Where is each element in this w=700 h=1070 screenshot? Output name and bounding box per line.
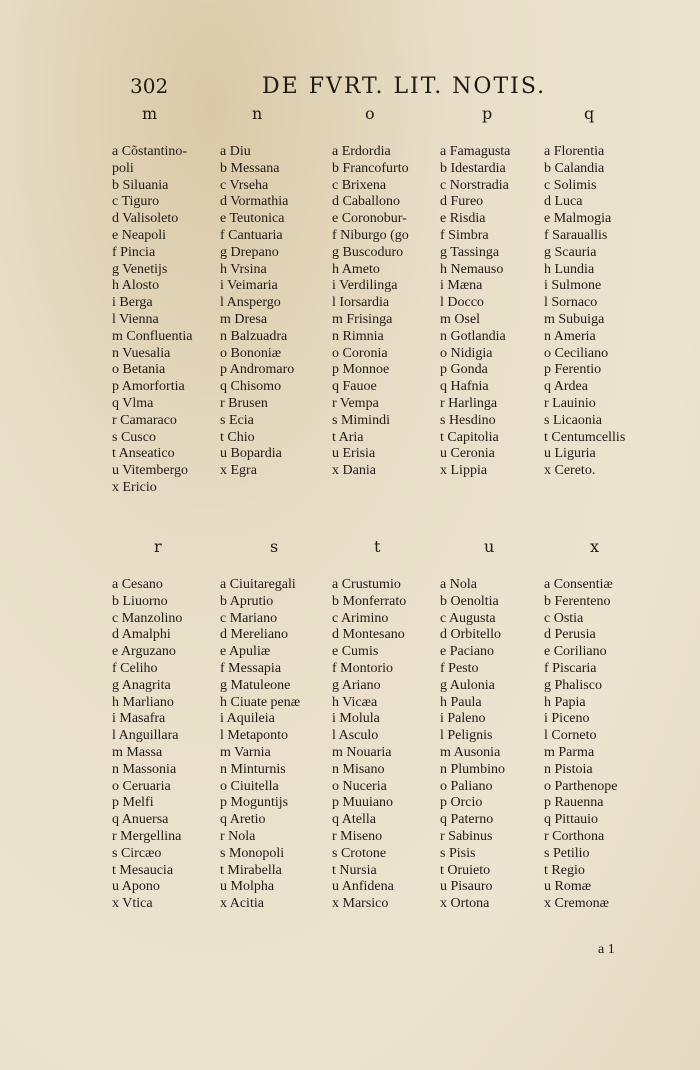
place-entry: m Nouaria <box>332 744 392 760</box>
place-entry: h Ameto <box>332 261 380 277</box>
place-entry: m Osel <box>440 311 481 327</box>
place-entry: e Apuliæ <box>220 644 271 660</box>
place-entry: p Rauenna <box>544 795 604 811</box>
letter-heading: p <box>482 104 493 123</box>
place-entry: u Romæ <box>544 879 592 895</box>
place-entry: p Andromaro <box>220 362 295 378</box>
place-entry: o Paliano <box>440 778 493 794</box>
place-entry: g Tassinga <box>440 244 500 260</box>
place-entry: e Coriliano <box>544 644 607 660</box>
place-entry: o Ciuitella <box>220 778 279 794</box>
place-entry: a Ciuitaregali <box>220 577 296 592</box>
place-entry: g Venetijs <box>112 261 168 277</box>
place-entry: i Masafra <box>112 711 166 727</box>
place-entry: t Oruieto <box>440 862 491 878</box>
place-entry: o Coronia <box>332 345 388 361</box>
place-entry: t Capitolia <box>440 429 499 445</box>
place-entry: c Arimino <box>332 610 389 626</box>
place-entry: p Melfi <box>112 795 154 811</box>
place-entry: s Mimindi <box>332 412 390 428</box>
place-column <box>220 144 332 480</box>
place-entry: q Chisomo <box>220 379 282 395</box>
page-number: 302 <box>130 74 169 98</box>
place-entry: f Celiho <box>112 660 158 676</box>
place-column <box>332 577 444 913</box>
place-entry: t Regio <box>544 862 585 878</box>
place-entry: e Risdia <box>440 211 486 227</box>
place-entry: u Anfidena <box>332 879 394 895</box>
place-entry: l Pelignis <box>440 728 493 744</box>
place-entry: t Centumcellis <box>544 429 626 445</box>
place-entry: i Sulmone <box>544 278 602 294</box>
place-entry: p Ferentio <box>544 362 602 378</box>
place-entry: i Piceno <box>544 711 590 727</box>
letter-heading: s <box>270 537 279 556</box>
place-entry: r Corthona <box>544 828 605 844</box>
place-entry: x Ericio <box>112 479 157 495</box>
place-entry: s Pisis <box>440 845 476 861</box>
place-entry: g Phalisco <box>544 677 602 693</box>
place-entry: g Ariano <box>332 677 381 693</box>
place-entry: s Licaonia <box>544 412 602 428</box>
letter-heading-row <box>112 537 652 567</box>
place-entry: f Piscaria <box>544 660 597 676</box>
place-entry: t Anseatico <box>112 446 175 462</box>
place-entry: f Montorio <box>332 660 394 676</box>
letter-heading: r <box>154 537 162 556</box>
place-entry: o Nuceria <box>332 778 387 794</box>
place-entry: i Mæna <box>440 278 483 294</box>
place-entry: u Molpha <box>220 879 275 895</box>
place-entry: o Betania <box>112 362 166 378</box>
place-entry: p Moguntijs <box>220 795 289 811</box>
top-table <box>112 104 652 495</box>
place-entry: i Aquileia <box>220 711 275 727</box>
place-entry: t Aria <box>332 429 364 445</box>
place-entry: b Siluania <box>112 177 169 193</box>
place-entry: c Brixena <box>332 177 387 193</box>
place-entry: o Ceciliano <box>544 345 609 361</box>
place-entry: u Bopardia <box>220 446 282 462</box>
place-entry: e Neapoli <box>112 227 167 243</box>
place-entry: u Ceronia <box>440 446 495 462</box>
place-entry: l Metaponto <box>220 728 289 744</box>
place-entry: b Aprutio <box>220 593 274 609</box>
place-entry: l Vienna <box>112 311 159 327</box>
place-entry: q Atella <box>332 812 376 828</box>
place-entry: f Cantuaria <box>220 227 283 243</box>
place-entry: h Papia <box>544 694 586 710</box>
place-entry: g Buscoduro <box>332 244 404 260</box>
place-entry: r Harlinga <box>440 395 498 411</box>
place-entry: a Famagusta <box>440 144 511 159</box>
running-header <box>130 74 570 104</box>
place-entry: i Berga <box>112 295 153 311</box>
place-entry: c Tiguro <box>112 194 160 210</box>
place-entry: l Corneto <box>544 728 597 744</box>
place-entry: q Fauoe <box>332 379 377 395</box>
place-entry: x Ortona <box>440 896 490 912</box>
place-entry: d Valisoleto <box>112 211 179 227</box>
place-entry: o Bononiæ <box>220 345 282 361</box>
place-entry: s Cusco <box>112 429 156 445</box>
place-entry: s Petilio <box>544 845 590 861</box>
place-entry: h Marliano <box>112 694 174 710</box>
place-entry: r Sabinus <box>440 828 493 844</box>
bottom-table <box>112 537 652 912</box>
place-entry: poli <box>112 160 134 176</box>
place-entry: a Crustumio <box>332 577 401 592</box>
place-entry: f Messapia <box>220 660 282 676</box>
place-entry: e Malmogia <box>544 211 612 227</box>
place-entry: s Monopoli <box>220 845 285 861</box>
place-entry: m Parma <box>544 744 595 760</box>
place-entry: c Vrseha <box>220 177 269 193</box>
place-entry: h Nemauso <box>440 261 504 277</box>
place-entry: e Cumis <box>332 644 379 660</box>
place-entry: e Arguzano <box>112 644 176 660</box>
place-entry: a Cesano <box>112 577 163 592</box>
place-entry: d Fureo <box>440 194 484 210</box>
place-entry: a Florentia <box>544 144 605 159</box>
place-entry: d Montesano <box>332 627 405 643</box>
place-entry: b Oenoltia <box>440 593 499 609</box>
place-entry: f Niburgo (go <box>332 227 409 243</box>
letter-heading: o <box>365 104 375 123</box>
place-entry: n Gotlandia <box>440 328 506 344</box>
place-entry: d Luca <box>544 194 583 210</box>
place-entry: c Manzolino <box>112 610 183 626</box>
place-entry: p Muuiano <box>332 795 394 811</box>
place-column <box>220 577 332 913</box>
place-entry: d Caballono <box>332 194 401 210</box>
place-entry: d Amalphi <box>112 627 171 643</box>
letter-heading: n <box>252 104 263 123</box>
place-entry: s Crotone <box>332 845 387 861</box>
place-entry: t Chio <box>220 429 255 445</box>
place-entry: e Teutonica <box>220 211 285 227</box>
place-entry: b Monferrato <box>332 593 407 609</box>
place-entry: g Matuleone <box>220 677 291 693</box>
place-entry: l Docco <box>440 295 484 311</box>
place-entry: b Ferenteno <box>544 593 611 609</box>
place-entry: h Lundia <box>544 261 595 277</box>
place-entry: b Messana <box>220 160 280 176</box>
place-column <box>440 144 552 480</box>
place-entry: x Cremonæ <box>544 896 609 912</box>
place-entry: c Solimis <box>544 177 597 193</box>
place-entry: l Anguillara <box>112 728 179 744</box>
place-entry: g Aulonia <box>440 677 495 693</box>
letter-heading: x <box>590 537 600 556</box>
letter-heading: q <box>584 104 595 123</box>
place-entry: r Nola <box>220 828 256 844</box>
place-entry: h Paula <box>440 694 482 710</box>
place-entry: f Simbra <box>440 227 489 243</box>
place-entry: e Paciano <box>440 644 495 660</box>
place-entry: s Circæo <box>112 845 162 861</box>
running-title: DE FVRT. LIT. NOTIS. <box>262 74 547 99</box>
place-entry: q Aretio <box>220 812 266 828</box>
place-entry: r Miseno <box>332 828 383 844</box>
place-entry: l Sornaco <box>544 295 598 311</box>
place-entry: g Anagrita <box>112 677 171 693</box>
place-entry: x Vtica <box>112 896 153 912</box>
place-entry: h Alosto <box>112 278 160 294</box>
place-entry: a Consentiæ <box>544 577 613 592</box>
place-entry: a Diu <box>220 144 251 159</box>
place-entry: u Apono <box>112 879 160 895</box>
place-entry: g Scauria <box>544 244 597 260</box>
place-entry: q Ardea <box>544 379 588 395</box>
place-entry: a Cõstantino- <box>112 144 188 159</box>
place-entry: u Erisia <box>332 446 376 462</box>
place-entry: p Orcio <box>440 795 483 811</box>
place-entry: c Ostia <box>544 610 584 626</box>
place-entry: u Pisauro <box>440 879 493 895</box>
place-entry: m Confluentia <box>112 328 193 344</box>
place-entry: m Dresa <box>220 311 268 327</box>
place-entry: b Francofurto <box>332 160 409 176</box>
place-entry: b Liuorno <box>112 593 168 609</box>
place-entry: g Drepano <box>220 244 279 260</box>
letter-heading-row <box>112 104 652 134</box>
place-entry: u Liguria <box>544 446 596 462</box>
letter-heading: m <box>142 104 158 123</box>
place-entry: d Mereliano <box>220 627 289 643</box>
place-entry: q Anuersa <box>112 812 169 828</box>
letter-heading: u <box>484 537 495 556</box>
place-entry: t Mirabella <box>220 862 282 878</box>
place-column <box>544 144 656 480</box>
place-entry: m Frisinga <box>332 311 393 327</box>
place-entry: o Nidigia <box>440 345 493 361</box>
place-entry: n Pistoia <box>544 761 593 777</box>
place-entry: m Subuiga <box>544 311 605 327</box>
place-entry: i Molula <box>332 711 380 727</box>
place-entry: n Misano <box>332 761 385 777</box>
place-entry: i Paleno <box>440 711 486 727</box>
place-entry: i Verdilinga <box>332 278 398 294</box>
catchword: a 1 <box>598 942 615 957</box>
place-entry: n Massonia <box>112 761 177 777</box>
place-entry: n Plumbino <box>440 761 505 777</box>
place-entry: a Erdordia <box>332 144 391 159</box>
place-entry: t Mesaucia <box>112 862 174 878</box>
place-entry: l Asculo <box>332 728 379 744</box>
place-entry: q Vlma <box>112 395 154 411</box>
place-entry: x Acitia <box>220 896 264 912</box>
place-entry: r Brusen <box>220 395 268 411</box>
place-entry: t Nursia <box>332 862 377 878</box>
place-entry: q Paterno <box>440 812 494 828</box>
place-entry: r Camaraco <box>112 412 177 428</box>
place-entry: x Lippia <box>440 463 488 479</box>
place-entry: h Ciuate penæ <box>220 694 301 710</box>
place-entry: c Augusta <box>440 610 496 626</box>
place-column <box>440 577 552 913</box>
place-entry: o Parthenope <box>544 778 618 794</box>
place-entry: m Ausonia <box>440 744 501 760</box>
place-entry: h Vrsina <box>220 261 267 277</box>
place-entry: m Massa <box>112 744 163 760</box>
letter-heading: t <box>374 537 381 556</box>
place-entry: p Gonda <box>440 362 488 378</box>
place-entry: x Marsico <box>332 896 389 912</box>
place-entry: c Mariano <box>220 610 278 626</box>
place-entry: a Nola <box>440 577 477 592</box>
place-entry: n Minturnis <box>220 761 286 777</box>
place-entry: n Vuesalia <box>112 345 171 361</box>
place-entry: x Egra <box>220 463 257 479</box>
place-entry: s Ecia <box>220 412 254 428</box>
place-entry: i Veimaria <box>220 278 278 294</box>
place-column <box>112 577 224 913</box>
place-entry: f Pincia <box>112 244 156 260</box>
place-entry: s Hesdino <box>440 412 496 428</box>
place-entry: q Hafnia <box>440 379 489 395</box>
place-column <box>332 144 444 480</box>
place-entry: x Cereto. <box>544 463 596 479</box>
place-entry: e Coronobur- <box>332 211 407 227</box>
place-entry: n Balzuadra <box>220 328 288 344</box>
place-entry: b Calandia <box>544 160 605 176</box>
place-column <box>112 144 224 497</box>
place-entry: c Norstradia <box>440 177 509 193</box>
place-entry: p Amorfortia <box>112 379 185 395</box>
place-entry: d Orbitello <box>440 627 502 643</box>
place-entry: x Dania <box>332 463 376 479</box>
place-entry: o Ceruaria <box>112 778 171 794</box>
place-entry: r Lauinio <box>544 395 596 411</box>
place-entry: h Vicæa <box>332 694 378 710</box>
place-entry: p Monnoe <box>332 362 390 378</box>
place-entry: f Sarauallis <box>544 227 608 243</box>
place-entry: n Rimnia <box>332 328 384 344</box>
place-entry: q Pittauio <box>544 812 599 828</box>
place-entry: l Anspergo <box>220 295 281 311</box>
place-entry: f Pesto <box>440 660 479 676</box>
place-entry: n Ameria <box>544 328 596 344</box>
place-entry: m Varnia <box>220 744 271 760</box>
place-entry: d Vormathia <box>220 194 289 210</box>
place-entry: l Iorsardia <box>332 295 390 311</box>
place-entry: b Idestardia <box>440 160 506 176</box>
place-column <box>544 577 656 913</box>
place-entry: d Perusia <box>544 627 596 643</box>
place-entry: r Mergellina <box>112 828 182 844</box>
place-entry: r Vempa <box>332 395 379 411</box>
place-entry: u Vitembergo <box>112 463 189 479</box>
